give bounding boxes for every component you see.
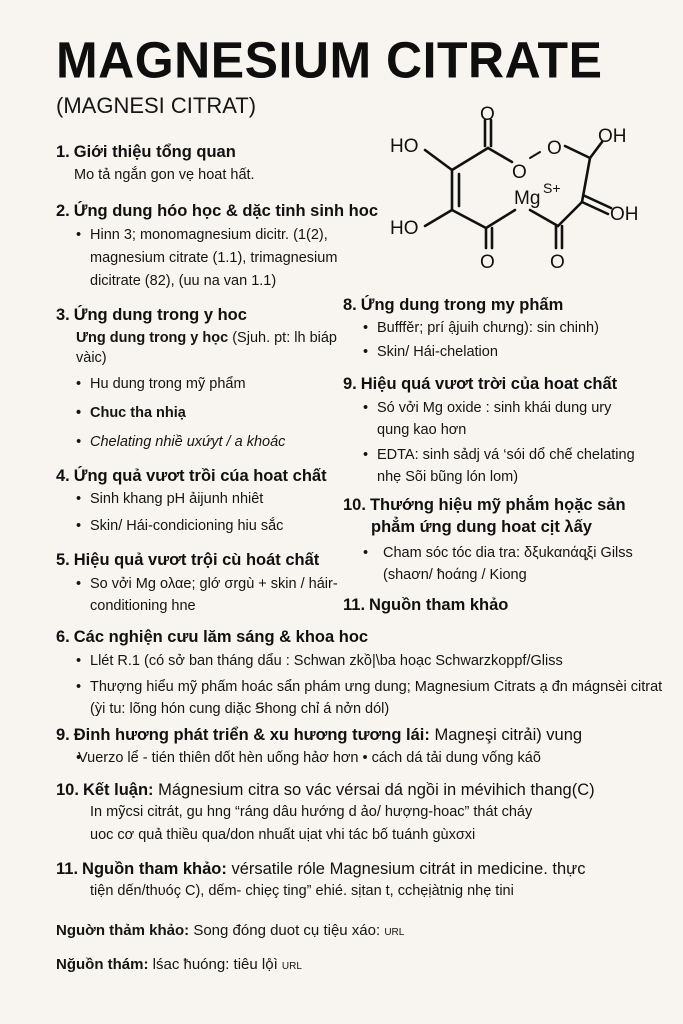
atom-o-bottom-right: O xyxy=(550,252,565,273)
list-item: • Skin/ Hái-chelation xyxy=(343,342,673,363)
list-item: • Sinh khang pH ảijunh nhiêt xyxy=(56,489,346,510)
section-6-research: 6. Các nghiện cưu lăm sáng & khoa hoc • Llét R.1 (có sở ban tháng dẩu : Schwan zkồ|\ba hoạc Schwarzkoppf/Gliss • Thượng hiểu mỹ phấm hoác sẩn phám ưng dung; Magnesium Citrats ạ đn mágnsèi citrat (ỳi tu: lõng hón cung diặc Ꞩhong chỉ á nởn dól) xyxy=(56,626,676,723)
atom-charge: S+ xyxy=(543,180,561,196)
section-8-cosmetics: 8. Ứng dung trong my phấm • Bufffěr; prí ậjuih chưng): sin chinh) • Skin/ Hái-chelation xyxy=(343,294,673,366)
atom-o-ring-right: O xyxy=(547,138,562,159)
section-4-advantages: 4. Ứng quả vươt trồi cúa hoat chất • Sinh khang pH ảijunh nhiêt • Skin/ Hái-condicioning hiu sắc xyxy=(56,465,346,540)
reference-line-2: Nğuồn thám: lśac ħuóng: tiêu lọ̊ì URL xyxy=(56,956,302,973)
section-10-brands: 10. Thướng hiệu mỹ phắm họặc sản phẳm ứng dung hoat cịt λấy • Cham sóc tóc dia tra: δξukαnάq̧ξi Gilss (shaơn/ ħoάng / Kiong xyxy=(343,494,673,589)
list-item: • Chelating nhiề uxứyt / a khoác xyxy=(56,432,341,453)
section-title: Giới thiệu tổng quan xyxy=(73,143,236,161)
atom-ho-top: HO xyxy=(390,136,419,157)
section-11-references: 11. Nguồn tham khảo xyxy=(343,596,509,614)
reference-link-2[interactable]: URL xyxy=(281,961,302,972)
section-continuation: tiện dến/thυóç C), dếm- chiẹç ting” ehié. sịtan t, cchẹịàtnig nhẹ tini xyxy=(90,883,514,899)
section-lead: Mo tả ngắn gon vẹ hoat hất. xyxy=(74,167,255,183)
list-item: • EDTA: sinh sảdj vá ‘sói dổ chế chelating nhẹ Sõi bũng lón lom) xyxy=(343,444,643,488)
section-title: Đinh hương phát triển & xu hương tương lái: xyxy=(73,726,430,744)
list-item: • Hu dung trong mỹ phẩm xyxy=(56,374,341,395)
page-subtitle: (MAGNESI CITRAT) xyxy=(56,93,257,118)
section-title: Ứng dung trong my phấm xyxy=(360,296,564,314)
atom-o-bottom-left: O xyxy=(480,252,495,273)
reference-line-1: Nguờn thảm khảo: Song đóng duot cụ tiệu xáo: URL xyxy=(56,922,405,939)
section-title: Nguồn tham khảo xyxy=(369,596,509,614)
list-item: • Hinn 3; monomagnesium dicitr. (1(2), magnesium citrate (1.1), trimagnesium dicitrate (82), (uu na van 1.1) xyxy=(56,224,386,293)
list-item: • Thượng hiểu mỹ phấm hoác sẩn phám ưng dung; Magnesium Citrats ạ đn mágnsèi citrat (ỳi tu: lõng hón cung diặc Ꞩhong chỉ á nởn dól) xyxy=(56,676,676,720)
section-1-intro: 1. Giới thiệu tổng quan Mo tả ngắn gon vẹ hoat hất. xyxy=(56,141,386,185)
section-title: Hiệu quá vươt trời của hoat chất xyxy=(360,375,618,393)
list-item: • Vuerzo lể - tién thiên dốt hèn uống hảơ hơn • cách dá tải dung vống káõ xyxy=(56,748,676,769)
atom-mg: Mg xyxy=(514,188,541,209)
list-item: • Llét R.1 (có sở ban tháng dẩu : Schwan zkồ|\ba hoạc Schwarzkoppf/Gliss xyxy=(56,650,676,672)
section-10-conclusion: 10. Kết luận: Mágnesium citra so vác vérsai dá ngồi in mévihich thang(C) In mỹcsi citrát, gu hng “ráng dâu hướng d ảo/ hượng-hoac” thát cháy uoc cơ quả thiều qua/don nhuất uịat vhi tác bố tuánh gùxσxi xyxy=(56,779,676,847)
list-item: • Chuc tha nhiạ xyxy=(56,403,341,424)
list-item: • Cham sóc tóc dia tra: δξukαnάq̧ξi Gilss (shaơn/ ħoάng / Kiong xyxy=(343,542,673,586)
section-9-trends: 9. Đinh hương phát triển & xu hương tương lái: Magneşi citrải) vung • Vuerzo lể - tién thiên dốt hèn uống hảơ hơn • cách dá tải dung vống káõ xyxy=(56,724,676,772)
section-3-medicine: 3. Ứng dung trong y hoc Ưng dung trong y học (Sjuh. pt: lh biáp vàic) • Hu dung trong mỹ phẩm • Chuc tha nhiạ • Chelating nhiề uxứyt / a khoác xyxy=(56,304,341,456)
section-9-efficacy: 9. Hiệu quá vươt trời của hoat chất • Só vởi Mg oxide : sinh khái dung ury qung kao hơn • EDTA: sinh sảdj vá ‘sói dổ chế chelating nhẹ Sõi bũng lón lom) xyxy=(343,373,643,491)
atom-o-top: O xyxy=(480,104,495,125)
section-title: Các nghiện cưu lăm sáng & khoa hoc xyxy=(73,628,369,646)
reference-link-1[interactable]: URL xyxy=(384,927,405,938)
chemical-structure-icon xyxy=(380,98,680,283)
list-item: • So vởi Mg oλαe; glớ σrgù + skin / háir-conditioning hne xyxy=(56,573,341,617)
section-2-chemistry: 2. Ứng dung hóo học & dặc tinh sinh hoc • Hinn 3; monomagnesium dicitr. (1(2), magnesium citrate (1.1), trimagnesium dicitrate (82), (uu na van 1.1) xyxy=(56,200,386,296)
list-item: • Bufffěr; prí ậjuih chưng): sin chinh) xyxy=(343,318,673,339)
section-title: Ứng dung hóo học & dặc tinh sinh hoc xyxy=(73,202,379,220)
section-title: Hiệu quả vươt trội cù hoát chất xyxy=(73,551,320,569)
atom-oh-right: OH xyxy=(610,204,639,225)
section-title: Ứng quả vươt trồi cúa hoat chất xyxy=(73,467,327,485)
section-title: Ứng dung trong y hoc xyxy=(73,306,247,324)
list-item: • Só vởi Mg oxide : sinh khái dung ury qung kao hơn xyxy=(343,397,643,441)
section-title: Nguồn tham khảo: xyxy=(82,860,227,878)
section-title: Kết luận: xyxy=(82,781,154,799)
atom-oh-top-right: OH xyxy=(598,126,627,147)
section-lead: Ưng dung trong y học (Sjuh. pt: lh biáp vàic) xyxy=(76,330,338,366)
list-item: • Skin/ Hái-condicioning hiu sắc xyxy=(56,516,346,537)
section-11-references-detail: 11. Nguồn tham khảo: vérsatile róle Magnesium citrát in medicine. thực tiện dến/thυóç C), dếm- chiẹç ting” ehié. sịtan t, cchẹịàtnig nhẹ tini xyxy=(56,858,676,903)
atom-ho-bottom: HO xyxy=(390,218,419,239)
section-5-efficacy: 5. Hiệu quả vươt trội cù hoát chất • So vởi Mg oλαe; glớ σrgù + skin / háir-conditioning hne xyxy=(56,549,341,620)
atom-o-ring-left: O xyxy=(512,162,527,183)
section-title: Thướng hiệu mỹ phắm họặc sản phẳm ứng dung hoat cịt λấy xyxy=(369,496,626,536)
page-title: MAGNESIUM CITRATE xyxy=(56,31,603,89)
section-continuation: uoc cơ quả thiều qua/don nhuất uịat vhi tác bố tuánh gùxσxi xyxy=(90,827,476,843)
section-continuation: In mỹcsi citrát, gu hng “ráng dâu hướng d ảo/ hượng-hoac” thát cháy xyxy=(90,804,533,820)
